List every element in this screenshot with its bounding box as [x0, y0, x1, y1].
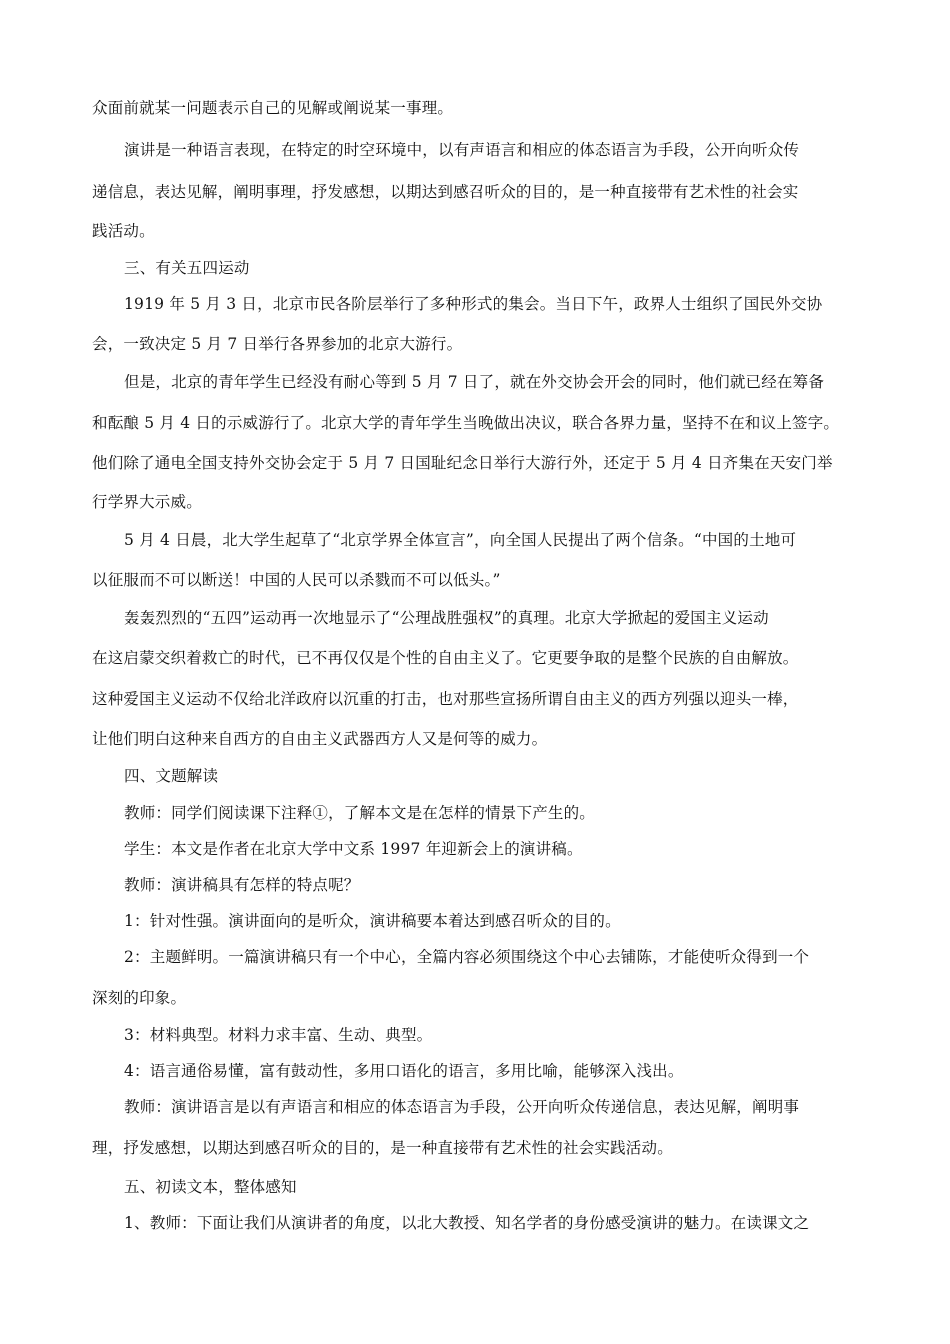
text-line: 1919 年 5 月 3 日，北京市民各阶层举行了多种形式的集会。当日下午，政界人士组织了国民外交协 — [124, 295, 823, 313]
section-heading: 五、初读文本，整体感知 — [124, 1178, 297, 1196]
text-line: 教师：演讲稿具有怎样的特点呢？ — [124, 876, 360, 894]
text-line: 学生：本文是作者在北京大学中文系 1997 年迎新会上的演讲稿。 — [124, 840, 583, 858]
list-item: 1：针对性强。演讲面向的是听众，演讲稿要本着达到感召听众的目的。 — [124, 912, 621, 930]
text-line: 教师：演讲语言是以有声语言和相应的体态语言为手段，公开向听众传递信息，表达见解，阐明事 — [124, 1098, 800, 1116]
section-heading: 三、有关五四运动 — [124, 259, 250, 277]
text-line: 这种爱国主义运动不仅给北洋政府以沉重的打击，也对那些宣扬所谓自由主义的西方列强以迎头一棒， — [92, 690, 799, 708]
list-item: 4：语言通俗易懂，富有鼓动性，多用口语化的语言，多用比喻，能够深入浅出。 — [124, 1062, 684, 1080]
section-heading: 四、文题解读 — [124, 767, 219, 785]
text-line: 践活动。 — [92, 222, 155, 240]
text-line: 让他们明白这种来自西方的自由主义武器西方人又是何等的威力。 — [92, 730, 548, 748]
text-line: 行学界大示威。 — [92, 493, 202, 511]
text-line: 和酝酿 5 月 4 日的示威游行了。北京大学的青年学生当晚做出决议，联合各界力量，坚持不在和议上签字。 — [92, 414, 840, 432]
text-line: 演讲是一种语言表现，在特定的时空环境中，以有声语言和相应的体态语言为手段，公开向听众传 — [124, 141, 800, 159]
text-line: 深刻的印象。 — [92, 989, 187, 1007]
text-line: 轰轰烈烈的“五四”运动再一次地显示了“公理战胜强权”的真理。北京大学掀起的爱国主义运动 — [124, 609, 769, 627]
text-line: 递信息，表达见解，阐明事理，抒发感想，以期达到感召听众的目的，是一种直接带有艺术性的社会实 — [92, 183, 799, 201]
list-item: 3：材料典型。材料力求丰富、生动、典型。 — [124, 1026, 433, 1044]
list-item: 2：主题鲜明。一篇演讲稿只有一个中心，全篇内容必须围绕这个中心去铺陈，才能使听众得到一个 — [124, 948, 810, 966]
text-line: 1、教师：下面让我们从演讲者的角度，以北大教授、知名学者的身份感受演讲的魅力。在读课文之 — [124, 1214, 810, 1232]
text-line: 众面前就某一问题表示自己的见解或阐说某一事理。 — [92, 99, 454, 117]
text-line: 会，一致决定 5 月 7 日举行各界参加的北京大游行。 — [92, 335, 463, 353]
text-line: 5 月 4 日晨，北大学生起草了“北京学界全体宣言”，向全国人民提出了两个信条。“中国的土地可 — [124, 531, 797, 549]
text-line: 但是，北京的青年学生已经没有耐心等到 5 月 7 日了，就在外交协会开会的同时，他们就已经在筹备 — [124, 373, 825, 391]
text-line: 理，抒发感想，以期达到感召听众的目的，是一种直接带有艺术性的社会实践活动。 — [92, 1139, 673, 1157]
text-line: 以征服而不可以断送！中国的人民可以杀戮而不可以低头。” — [92, 571, 501, 589]
text-line: 他们除了通电全国支持外交协会定于 5 月 7 日国耻纪念日举行大游行外，还定于 5 月 4 日齐集在天安门举 — [92, 454, 833, 472]
text-line: 在这启蒙交织着救亡的时代，已不再仅仅是个性的自由主义了。它更要争取的是整个民族的自由解放。 — [92, 649, 799, 667]
text-line: 教师：同学们阅读课下注释①，了解本文是在怎样的情景下产生的。 — [124, 804, 596, 822]
